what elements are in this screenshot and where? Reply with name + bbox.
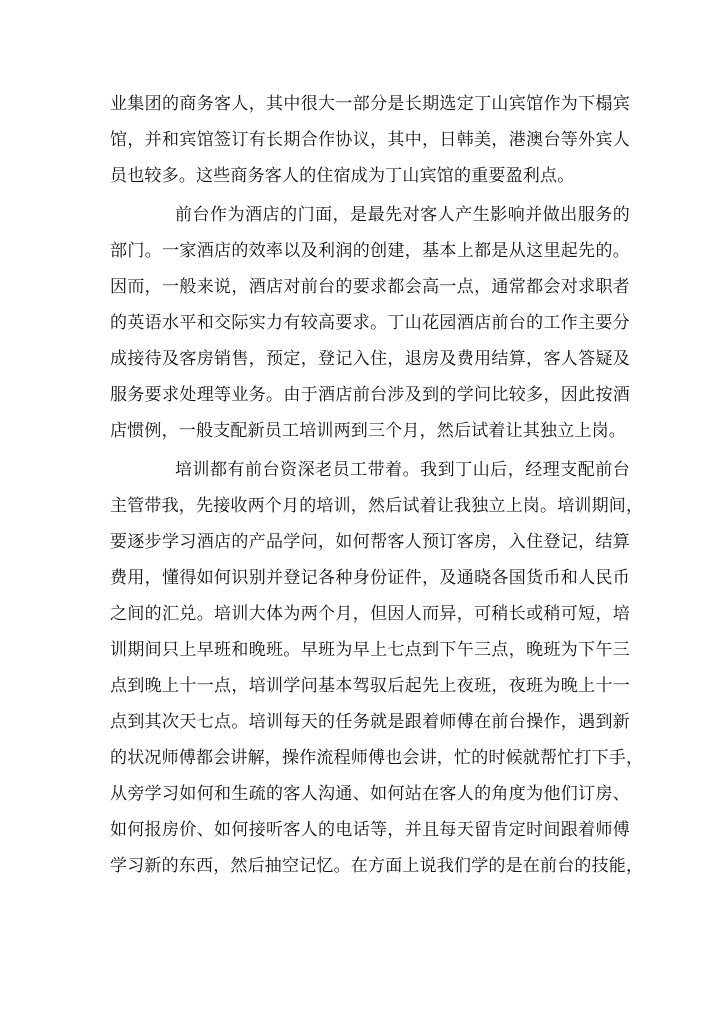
text-line-14: 费用，懂得如何识别并登记各种身份证件，及通晓各国货币和人民币	[110, 568, 630, 588]
text-line-13: 要逐步学习酒店的产品学问，如何帮客人预订客房，入住登记，结算	[110, 532, 630, 552]
text-line-20: 从旁学习如何和生疏的客人沟通、如何站在客人的角度为他们订房、	[110, 784, 630, 804]
text-line-4: 前台作为酒店的门面，是最先对客人产生影响并做出服务的	[175, 205, 630, 225]
text-line-2: 馆，并和宾馆签订有长期合作协议，其中，日韩美，港澳台等外宾人	[110, 130, 630, 150]
text-line-9: 服务要求处理等业务。由于酒店前台涉及到的学问比较多，因此按酒	[110, 385, 630, 405]
text-line-21: 如何报房价、如何接听客人的电话等，并且每天留肯定时间跟着师傅	[110, 820, 630, 840]
text-line-17: 点到晚上十一点，培训学问基本驾驭后起先上夜班，夜班为晚上十一	[110, 676, 630, 696]
text-line-12: 主管带我，先接收两个月的培训，然后试着让我独立上岗。培训期间，	[110, 496, 644, 516]
text-line-18: 点到其次天七点。培训每天的任务就是跟着师傅在前台操作，遇到新	[110, 712, 630, 732]
text-line-3: 员也较多。这些商务客人的住宿成为丁山宾馆的重要盈利点。	[110, 166, 575, 186]
text-line-19: 的状况师傅都会讲解，操作流程师傅也会讲，忙的时候就帮忙打下手，	[110, 748, 644, 768]
text-line-22: 学习新的东西，然后抽空记忆。在方面上说我们学的是在前台的技能，	[110, 856, 644, 876]
text-line-7: 的英语水平和交际实力有较高要求。丁山花园酒店前台的工作主要分	[110, 313, 630, 333]
text-line-1: 业集团的商务客人，其中很大一部分是长期选定丁山宾馆作为下榻宾	[110, 94, 630, 114]
text-line-10: 店惯例，一般支配新员工培训两到三个月，然后试着让其独立上岗。	[110, 421, 626, 441]
text-line-6: 因而，一般来说，酒店对前台的要求都会高一点，通常都会对求职者	[110, 277, 630, 297]
text-line-16: 训期间只上早班和晚班。早班为早上七点到下午三点，晚班为下午三	[110, 640, 630, 660]
text-line-8: 成接待及客房销售，预定，登记入住，退房及费用结算，客人答疑及	[110, 349, 630, 369]
text-line-11: 培训都有前台资深老员工带着。我到丁山后，经理支配前台	[175, 460, 630, 480]
text-line-5: 部门。一家酒店的效率以及利润的创建，基本上都是从这里起先的。	[110, 241, 630, 261]
text-line-15: 之间的汇兑。培训大体为两个月，但因人而异，可稍长或稍可短，培	[110, 604, 630, 624]
